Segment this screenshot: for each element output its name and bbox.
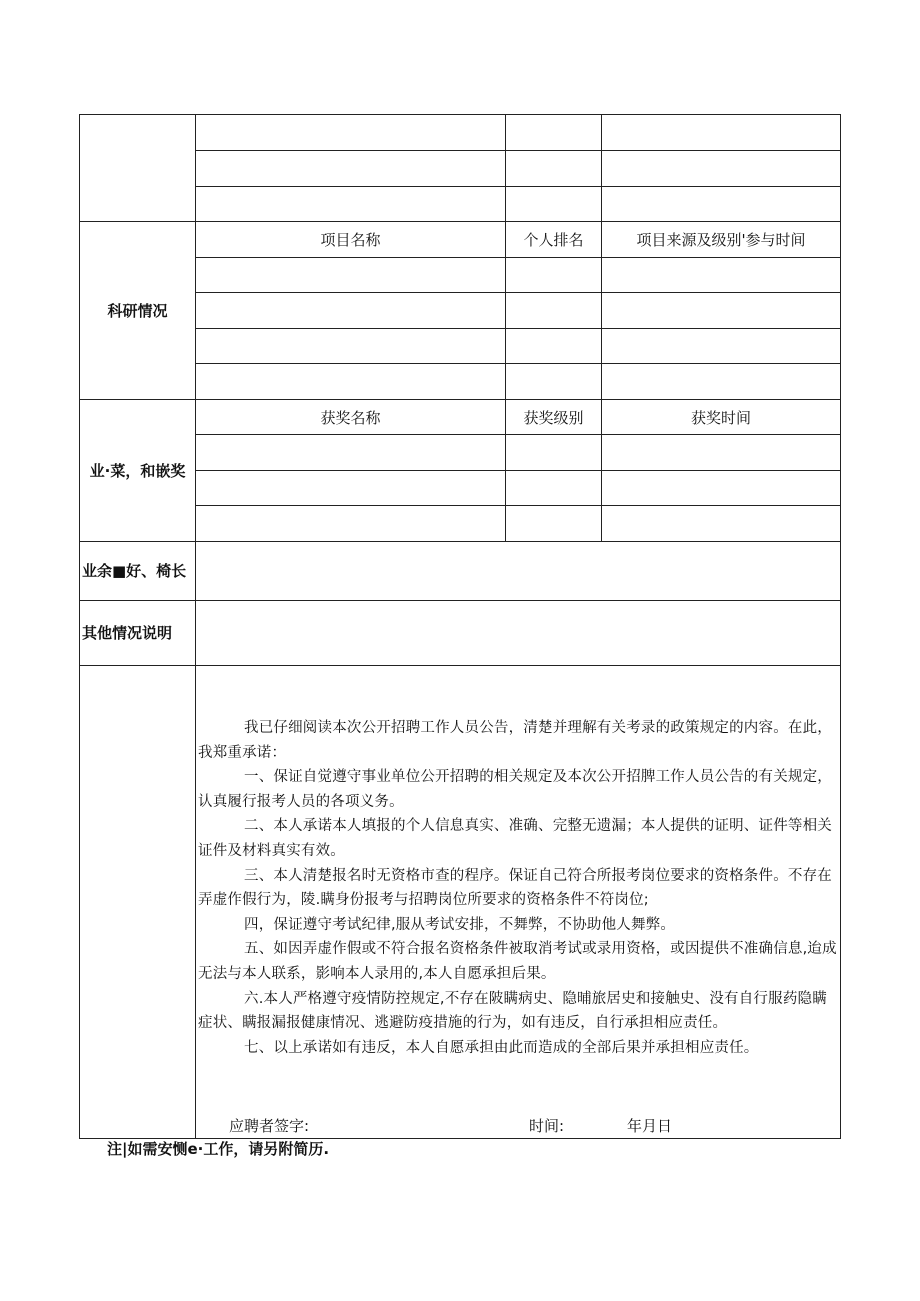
awards-header-row [196,400,840,434]
pledge-paragraph: 六.本人严格遵守疫情防控规定,不存在陂瞒病史、隐晡旅居史和接触史、没有自行服药隐瞒症状、瞒报漏报健康情况、逃避防疫措施的行为，如有违反，自行承担相应责任。 [198,990,827,1032]
table-cell[interactable] [602,258,840,292]
pledge-paragraph: 三、本人清楚报名时无资格市查的程序。保证自己符合所报考岗位要求的资格条件。不存在弄虚作假行为，陵.瞒身份报考与招聘岗位所要求的资格条件不符岗位; [198,867,832,909]
hobbies-label: 业余■好、椅长 [80,542,196,600]
table-cell[interactable] [196,364,506,399]
table-cell[interactable] [602,187,840,221]
hobbies-field[interactable] [196,542,840,600]
pledge-paragraph: 五、如因弄虚作假或不符合报名资格条件被取消考试或录用资格，或因提供不准确信息,迨成无法与本人联系，影响本人录用的,本人自愿承担后果。 [198,941,837,982]
table-cell[interactable] [506,151,602,186]
table-cell[interactable] [506,471,602,505]
other-section [79,601,841,666]
pledge-paragraph: 一、保证自觉遵守事业单位公开招聘的相关规定及本次公开招脾工作人员公告的有关规定，认真履行报考人员的各项义务。 [198,769,832,810]
table-row [196,328,840,363]
awards-header-time: 获奖时间 [690,408,751,427]
research-section [79,222,841,400]
table-row [196,150,840,186]
pledge-paragraph: 二、本人承诺本人填报的个人信息真实、准确、完整无遗漏；本人提供的证明、证件等相关证件及材料真实有效。 [198,818,832,859]
table-row [196,115,840,150]
date-label: 年月日 [627,1117,673,1135]
table-row [196,257,840,292]
table-cell[interactable] [506,258,602,292]
pledge-paragraph: 我已仔细阅读本次公开招聘工作人员公告，清楚并理解有关考录的政策规定的内容。在此，我郑重承诺： [198,720,832,761]
awards-header-level: 获奖级别 [506,400,602,434]
table-cell[interactable] [506,115,602,150]
signature-line [196,1114,840,1138]
footnote: 注|如需安恻e·工作，请另附简历. [107,1140,330,1158]
table-row [196,470,840,505]
pledge-paragraph: 四，保证遵守考试纪律,服从考试安排，不舞弊，不协助他人舞弊。 [244,916,676,933]
application-form [79,114,841,1139]
research-header-rank: 个人排名 [506,222,602,257]
hobbies-section [79,542,841,601]
table-cell[interactable] [602,435,840,470]
table-cell[interactable] [602,151,840,186]
pledge-label [80,666,196,1138]
research-header-source: 项目来源及级别'参与时间 [636,231,806,249]
table-cell[interactable] [196,115,506,150]
awards-header-name: 获奖名称 [196,400,506,434]
table-cell[interactable] [506,293,602,328]
pledge-section [79,666,841,1139]
table-cell[interactable] [602,506,840,541]
research-header-row [196,222,840,257]
awards-section [79,400,841,542]
research-label: 科研情况 [80,222,196,399]
table-cell[interactable] [506,506,602,541]
table-cell[interactable] [506,329,602,363]
table-cell[interactable] [196,329,506,363]
table-cell[interactable] [602,471,840,505]
pledge-paragraph: 七、以上承诺如有违反，本人自愿承担由此而造成的全部后果并承担相应责任。 [244,1039,759,1056]
other-field[interactable] [196,601,840,665]
table-cell[interactable] [196,293,506,328]
continuation-label [80,115,196,221]
other-label: 其他情况说明 [80,601,196,665]
research-header-name: 项目名称 [196,222,506,257]
table-cell[interactable] [196,471,506,505]
table-cell[interactable] [506,364,602,399]
table-row [196,292,840,328]
table-row [196,505,840,541]
table-cell[interactable] [602,329,840,363]
table-cell[interactable] [196,258,506,292]
time-label: 时间: [529,1117,565,1135]
table-cell[interactable] [196,506,506,541]
awards-label: 业·菜，和嵌奖 [80,400,196,541]
table-cell[interactable] [506,187,602,221]
pledge-text [196,666,840,1138]
table-cell[interactable] [602,115,840,150]
table-cell[interactable] [602,364,840,399]
continuation-section [79,114,841,222]
signer-label: 应聘者签字: [229,1117,310,1135]
table-row [196,363,840,399]
table-cell[interactable] [196,435,506,470]
table-cell[interactable] [196,187,506,221]
table-row [196,186,840,221]
table-row [196,434,840,470]
table-cell[interactable] [196,151,506,186]
table-cell[interactable] [506,435,602,470]
table-cell[interactable] [602,293,840,328]
